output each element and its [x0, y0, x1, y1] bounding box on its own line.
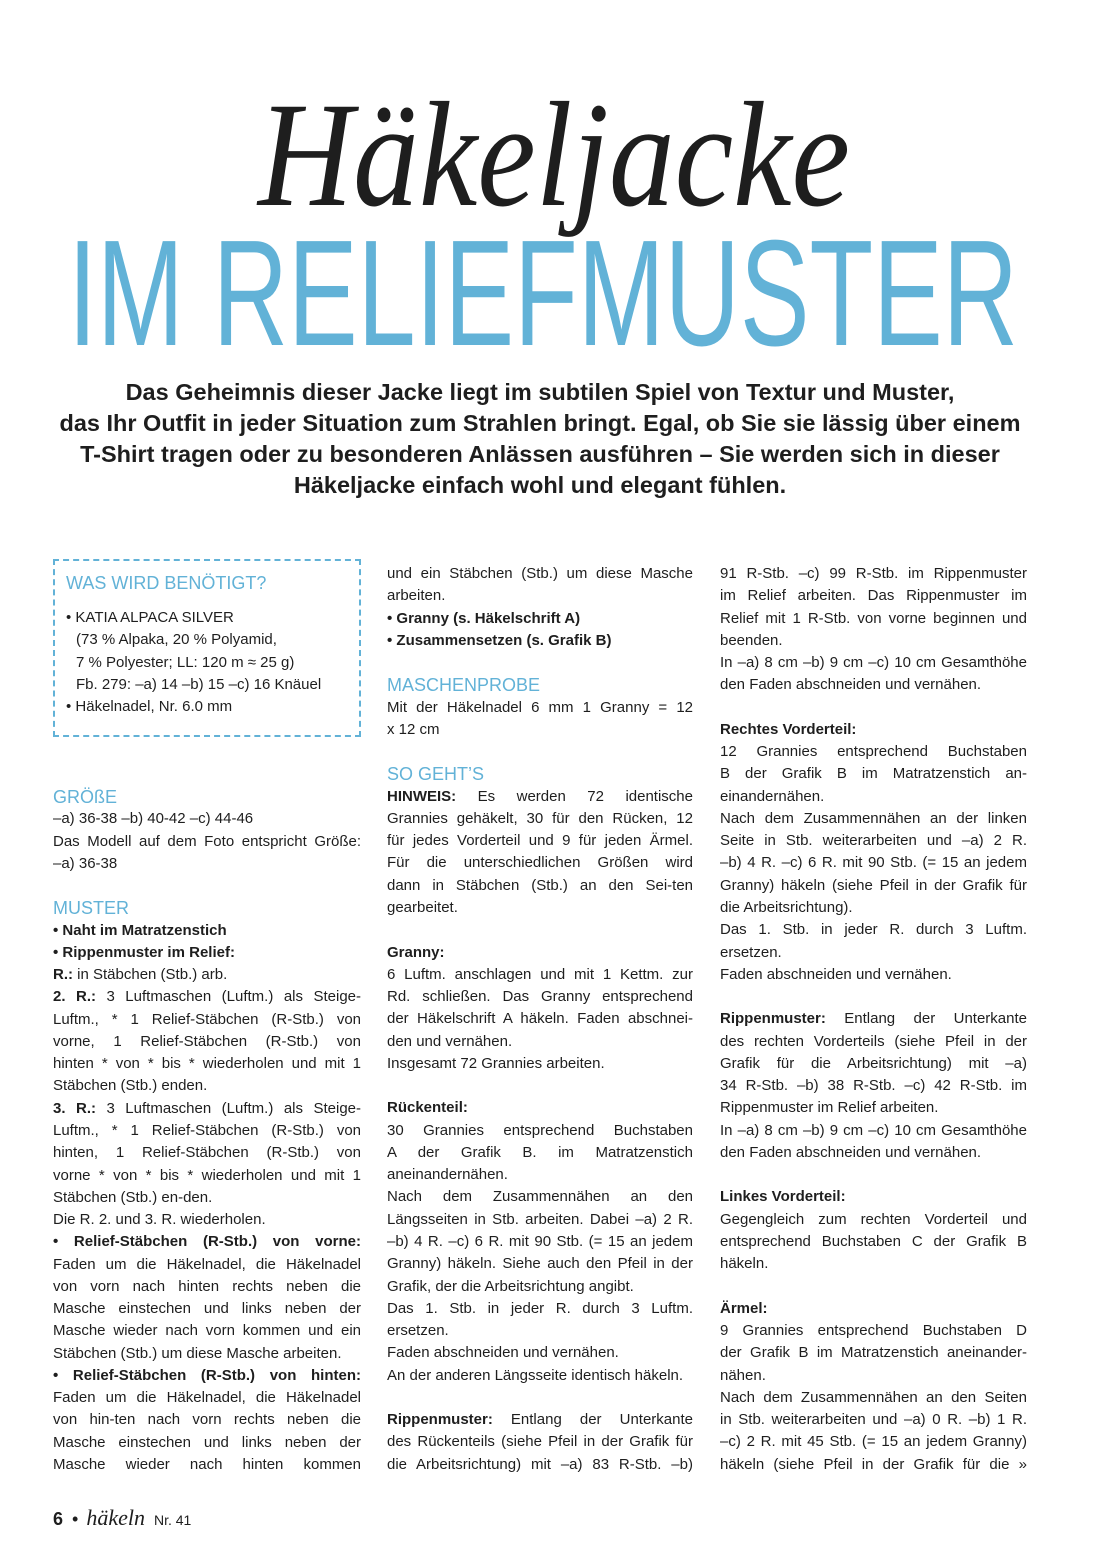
text-section	[720, 1008, 1027, 1164]
text-line: Faden abschneiden und vernähen.	[387, 1344, 619, 1362]
text-line: Für die unterschiedlichen Größen wird	[387, 854, 693, 872]
text-line: hinten * von * bis * wiederholen und mit 1	[53, 1055, 361, 1073]
bold-label: • Rippenmuster im Relief:	[53, 943, 235, 961]
issue-number: Nr. 41	[153, 1512, 192, 1528]
paragraph	[53, 1209, 361, 1231]
text-line: aneinandernähen.	[387, 1166, 508, 1184]
text-line: 9 Grannies entsprechend Buchstaben D	[720, 1322, 1027, 1340]
text-line: 91 R-Stb. –c) 99 R-Stb. im Rippenmuster	[720, 565, 1027, 582]
text-line: einandernähen.	[720, 787, 825, 805]
text-line: Nach dem Zusammennähen an der linken	[720, 809, 1027, 827]
text-line: Masche wieder nach hinten kommen	[53, 1455, 361, 1473]
materials-item: • KATIA ALPACA SILVER	[66, 609, 234, 626]
text-line: im Relief arbeiten. Das Rippenmuster im	[720, 587, 1027, 605]
text-line: von hin-ten nach vorn rechts neben die	[53, 1411, 361, 1429]
section-heading: MUSTER	[53, 898, 129, 919]
bold-label: Rechtes Vorderteil:	[720, 720, 857, 738]
text-line: –a) 36-38 –b) 40-42 –c) 44-46	[53, 810, 254, 828]
paragraph	[387, 942, 693, 964]
text-line	[720, 1186, 1027, 1208]
bold-label: 3. R.:	[53, 1099, 96, 1117]
text-line: dann in Stäbchen (Stb.) an den Sei-ten	[387, 876, 693, 894]
text-line: in Stb. weiterarbeiten und –a) 0 R. –b) 1 R.	[720, 1411, 1027, 1429]
text-line	[720, 1008, 1027, 1030]
text-line: 30 Grannies entsprechend Buchstaben	[387, 1121, 693, 1139]
bold-label: R.:	[53, 966, 73, 984]
magazine-name: häkeln	[86, 1505, 145, 1530]
text-line: Masche wieder nach vorn kommen und ein	[53, 1322, 361, 1340]
paragraph	[387, 1298, 693, 1343]
text-line	[387, 1409, 693, 1431]
intro-line: T-Shirt tragen oder zu besonderen Anlässen ausführen – Sie werden sich in dieser	[80, 441, 1000, 467]
text-line: hinten, 1 Relief-Stäbchen (R-Stb.) von	[53, 1144, 361, 1162]
text-line: vorne * von * bis * wiederholen und mit 1	[53, 1166, 361, 1184]
bold-label: • Granny (s. Häkelschrift A)	[387, 609, 581, 627]
bold-label: Rippenmuster:	[720, 1010, 826, 1028]
text-run: 3 Luftmaschen (Luftm.) als Steige-	[96, 988, 361, 1006]
text-section	[387, 1097, 693, 1386]
paragraph	[53, 1098, 361, 1209]
paragraph	[720, 1209, 1027, 1276]
materials-item-detail: 7 % Polyester; LL: 120 m ≈ 25 g)	[76, 653, 295, 671]
text-line: Granny) häkeln (siehe Pfeil in der Grafik für	[720, 876, 1027, 894]
text-line: Masche einstechen und links neben der	[53, 1300, 361, 1318]
text-line: Rippenmuster im Relief arbeiten.	[720, 1099, 939, 1117]
paragraph	[720, 563, 1027, 652]
text-line: B der Grafik B im Matratzenstich an-	[720, 765, 1027, 783]
paragraph	[387, 1186, 693, 1297]
paragraph	[720, 1320, 1027, 1387]
text-section	[387, 1409, 693, 1476]
text-line: Nach dem Zusammennähen an den	[387, 1188, 693, 1206]
paragraph	[720, 719, 1027, 741]
text-column-2	[387, 563, 693, 1476]
text-section	[720, 1186, 1027, 1275]
text-section	[387, 563, 693, 652]
paragraph	[720, 1387, 1027, 1476]
text-line	[53, 964, 361, 986]
separator-dot: •	[72, 1509, 79, 1529]
text-line: ersetzen.	[720, 943, 782, 961]
text-line: Masche einstechen und links neben der	[53, 1433, 361, 1451]
text-line: Faden um die Häkelnadel, die Häkelnadel	[53, 1389, 361, 1407]
text-run: Entlang der Unterkante	[825, 1010, 1027, 1028]
text-line: des rechten Vorderteils (siehe Pfeil in der	[720, 1032, 1027, 1050]
text-line: –a) 36-38	[53, 854, 118, 872]
text-line: des Rückenteils (siehe Pfeil in der Grafik für	[387, 1433, 693, 1451]
bold-label: • Relief-Stäbchen (R-Stb.) von vorne:	[53, 1233, 361, 1251]
text-line: der Häkelschrift A häkeln. Faden abschnei-	[387, 1010, 693, 1028]
intro-line: Häkeljacke einfach wohl und elegant fühlen.	[293, 472, 787, 498]
text-line	[387, 608, 693, 630]
text-line: ersetzen.	[387, 1322, 449, 1340]
paragraph	[53, 1231, 361, 1365]
text-line: den Faden abschneiden und vernähen.	[720, 676, 982, 694]
materials-item: • Häkelnadel, Nr. 6.0 mm	[66, 698, 233, 716]
section-heading: GRÖßE	[53, 787, 118, 807]
text-section	[53, 786, 361, 875]
text-line: Relief mit 1 R-Stb. von vorne beginnen und	[720, 609, 1027, 627]
text-line	[53, 1231, 361, 1253]
paragraph	[720, 808, 1027, 919]
text-line	[53, 920, 361, 942]
text-line: –b) 4 R. –c) 6 R. mit 90 Stb. (= 15 an jedem	[387, 1232, 693, 1250]
text-line: Grannies gehäkelt, 30 für den Rücken, 12	[387, 809, 693, 827]
paragraph	[720, 919, 1027, 964]
text-line: Luftm., * 1 Relief-Stäbchen (R-Stb.) von	[53, 1121, 361, 1139]
text-line: vorne, 1 Relief-Stäbchen (R-Stb.) von	[53, 1032, 361, 1050]
title-script: Häkeljacke	[256, 72, 851, 238]
paragraph	[720, 964, 1027, 986]
text-line: arbeiten.	[387, 587, 446, 605]
text-line: In –a) 8 cm –b) 9 cm –c) 10 cm Gesamthöhe	[720, 1121, 1027, 1139]
text-line: Faden um die Häkelnadel, die Häkelnadel	[53, 1255, 361, 1273]
text-line: nähen.	[720, 1366, 766, 1384]
text-section	[387, 942, 693, 1076]
text-line: entsprechend Buchstaben C der Grafik B	[720, 1232, 1027, 1250]
text-line: den Faden abschneiden und vernähen.	[720, 1143, 982, 1161]
bold-label: Rückenteil:	[387, 1099, 468, 1117]
paragraph	[53, 808, 361, 830]
text-section	[720, 1298, 1027, 1476]
bold-label: Granny:	[387, 943, 445, 961]
paragraph	[53, 1365, 361, 1476]
text-line: der Grafik B im Matratzenstich aneinander-	[720, 1344, 1027, 1362]
page-number: 6	[53, 1509, 64, 1529]
paragraph	[387, 786, 693, 920]
text-column-1	[53, 786, 361, 1476]
bold-label: • Zusammensetzen (s. Grafik B)	[387, 631, 612, 649]
text-line: die Arbeitsrichtung).	[720, 898, 853, 916]
text-section	[53, 897, 361, 1476]
text-run: Es werden 72 identische	[456, 787, 693, 805]
paragraph	[720, 652, 1027, 697]
paragraph	[387, 697, 693, 742]
bold-label: Linkes Vorderteil:	[720, 1188, 846, 1206]
bold-label: 2. R.:	[53, 988, 96, 1006]
section-heading: MASCHENPROBE	[387, 675, 541, 696]
title-main: IM RELIEFMUSTER	[68, 208, 1018, 360]
text-line	[720, 719, 1027, 741]
text-line: Grafik für die Arbeitsrichtung) mit –a)	[720, 1054, 1027, 1072]
bold-label: HINWEIS:	[387, 787, 457, 805]
text-line: Das 1. Stb. in jeder R. durch 3 Luftm.	[720, 921, 1027, 939]
text-line: In –a) 8 cm –b) 9 cm –c) 10 cm Gesamthöhe	[720, 654, 1027, 672]
text-line: Gegengleich zum rechten Vorderteil und	[720, 1210, 1027, 1228]
text-section	[720, 563, 1027, 697]
text-line: –b) 4 R. –c) 6 R. mit 90 Stb. (= 15 an jedem	[720, 854, 1027, 872]
bold-label: Rippenmuster:	[387, 1411, 493, 1429]
intro-line: das Ihr Outfit in jeder Situation zum Strahlen bringt. Egal, ob Sie sie lässig über einem	[59, 410, 1021, 436]
text-line	[53, 1365, 361, 1387]
text-line: 34 R-Stb. –b) 38 R-Stb. –c) 42 R-Stb. im	[720, 1077, 1027, 1095]
bold-label: • Naht im Matratzenstich	[53, 921, 227, 939]
text-line: und ein Stäbchen (Stb.) um diese Masche	[387, 565, 693, 582]
paragraph	[387, 1097, 693, 1119]
paragraph	[53, 986, 361, 1097]
paragraph	[387, 608, 693, 630]
bold-label: • Relief-Stäbchen (R-Stb.) von hinten:	[53, 1366, 361, 1384]
page-footer	[53, 1505, 191, 1531]
text-line: beenden.	[720, 631, 783, 649]
paragraph	[53, 920, 361, 942]
text-line	[53, 986, 361, 1008]
text-run: 3 Luftmaschen (Luftm.) als Steige-	[96, 1099, 361, 1117]
text-line: Stäbchen (Stb.) um diese Masche arbeiten.	[53, 1344, 342, 1362]
paragraph	[387, 630, 693, 652]
text-line	[387, 942, 693, 964]
paragraph	[387, 563, 693, 608]
text-line: Luftm., * 1 Relief-Stäbchen (R-Stb.) von	[53, 1010, 361, 1028]
materials-box	[53, 559, 361, 737]
text-line	[387, 630, 693, 652]
paragraph	[53, 831, 361, 876]
text-column-3	[720, 563, 1027, 1476]
text-line: 6 Luftm. anschlagen und mit 1 Kettm. zur	[387, 965, 693, 983]
materials-item-detail: (73 % Alpaka, 20 % Polyamid,	[76, 631, 277, 649]
text-line: häkeln (siehe Pfeil in der Grafik für die »	[720, 1455, 1027, 1473]
text-line: Die R. 2. und 3. R. wiederholen.	[53, 1211, 266, 1229]
text-line: gearbeitet.	[387, 898, 458, 916]
text-section	[720, 719, 1027, 986]
text-line	[53, 1098, 361, 1120]
text-line: 12 Grannies entsprechend Buchstaben	[720, 743, 1027, 761]
text-line: Granny) häkeln. Siehe auch den Pfeil in der	[387, 1255, 693, 1273]
text-line	[720, 1298, 1027, 1320]
paragraph	[387, 1409, 693, 1476]
text-section	[387, 763, 693, 919]
paragraph	[387, 964, 693, 1053]
paragraph	[720, 1298, 1027, 1320]
intro-paragraph	[40, 377, 1040, 501]
text-line: von vorn nach hinten rechts neben die	[53, 1277, 361, 1295]
text-section	[387, 674, 693, 741]
text-line: Stäbchen (Stb.) enden.	[53, 1077, 208, 1095]
text-line: Grafik, der die Arbeitsrichtung angibt.	[387, 1277, 634, 1295]
text-run: in Stäbchen (Stb.) arb.	[73, 966, 228, 984]
text-line	[387, 786, 693, 808]
bold-label: Ärmel:	[720, 1299, 768, 1317]
paragraph	[53, 964, 361, 986]
materials-heading: WAS WIRD BENÖTIGT?	[66, 573, 267, 593]
materials-item-detail: Fb. 279: –a) 14 –b) 15 –c) 16 Knäuel	[76, 675, 322, 693]
paragraph	[720, 1186, 1027, 1208]
text-line: x 12 cm	[387, 720, 440, 738]
text-line: Rd. schließen. Das Granny entsprechend	[387, 988, 693, 1006]
text-line: Seite in Stb. weiterarbeiten und –a) 2 R.	[720, 832, 1027, 850]
text-line: Das Modell auf dem Foto entspricht Größe:	[53, 832, 361, 850]
text-line: Mit der Häkelnadel 6 mm 1 Granny = 12	[387, 698, 693, 716]
paragraph	[387, 1120, 693, 1187]
title-block	[0, 0, 1107, 360]
intro-line: Das Geheimnis dieser Jacke liegt im subtilen Spiel von Textur und Muster,	[125, 379, 955, 405]
text-line: die Arbeitsrichtung) mit –a) 83 R-Stb. –b)	[387, 1455, 693, 1473]
text-line	[387, 1097, 693, 1119]
paragraph	[53, 942, 361, 964]
paragraph	[387, 1053, 693, 1075]
text-line: An der anderen Längsseite identisch häkeln.	[387, 1366, 684, 1384]
text-line: Insgesamt 72 Grannies arbeiten.	[387, 1054, 605, 1072]
text-line: Faden abschneiden und vernähen.	[720, 965, 952, 983]
section-heading: SO GEHT’S	[387, 764, 485, 785]
paragraph	[720, 1120, 1027, 1165]
text-line: für jedes Vorderteil und 9 für jeden Ärmel.	[387, 832, 693, 850]
text-line	[53, 942, 361, 964]
text-line: Längsseiten in Stb. arbeiten. Dabei –a) 2 R.	[387, 1210, 693, 1228]
text-line: den und vernähen.	[387, 1032, 513, 1050]
paragraph	[387, 1365, 693, 1387]
paragraph	[720, 1008, 1027, 1119]
text-run: Entlang der Unterkante	[492, 1411, 693, 1429]
text-line: –c) 2 R. mit 45 Stb. (= 15 an jedem Granny)	[720, 1433, 1027, 1451]
text-line: Nach dem Zusammennähen an den Seiten	[720, 1388, 1027, 1406]
text-line: Stäbchen (Stb.) en-den.	[53, 1188, 213, 1206]
text-line: Das 1. Stb. in jeder R. durch 3 Luftm.	[387, 1299, 693, 1317]
text-line: A der Grafik B. im Matratzenstich	[387, 1143, 693, 1161]
paragraph	[720, 741, 1027, 808]
paragraph	[387, 1342, 693, 1364]
text-line: häkeln.	[720, 1255, 769, 1273]
materials-list	[66, 607, 351, 718]
